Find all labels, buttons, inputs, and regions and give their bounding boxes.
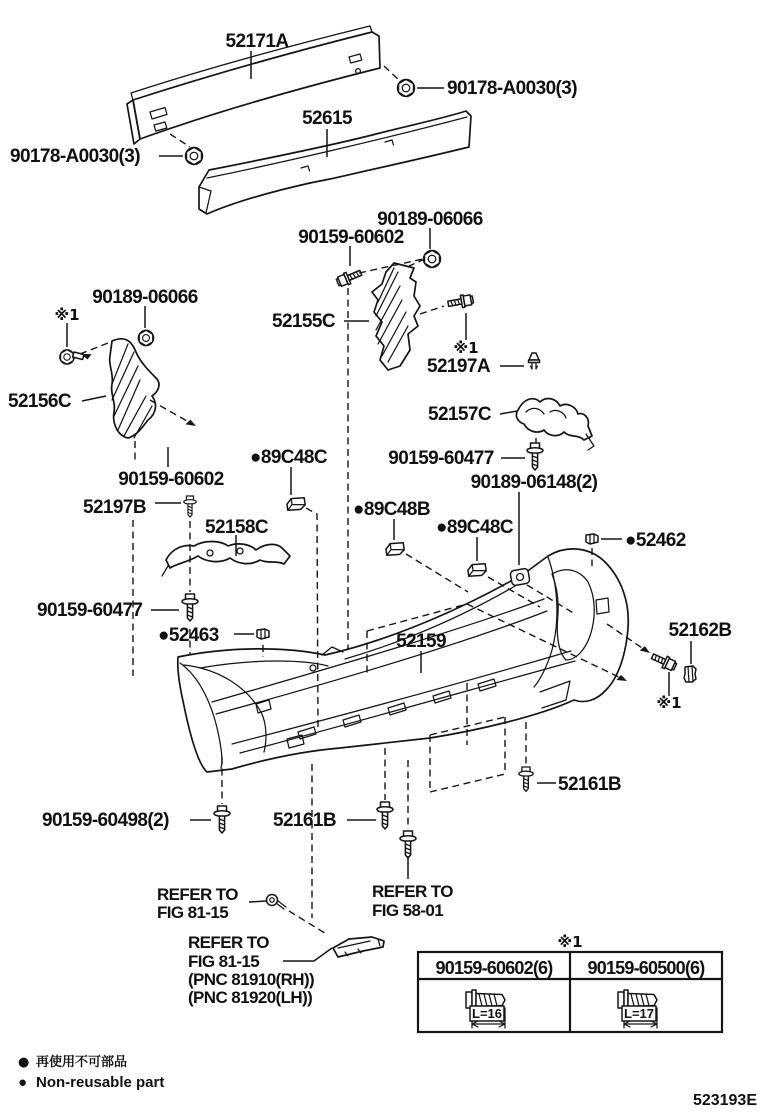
table-screw-1 [466,990,505,1028]
clip-52463 [257,629,269,639]
note-1-left: ※1 [54,306,80,324]
label-52161B-bottom: 52161B [273,810,336,831]
clip-52197A [529,353,540,369]
legend-text-en: Non-reusable part [36,1074,165,1091]
label-90189-06148: 90189-06148(2) [470,472,598,493]
label-89C48C-2: ●89C48C [436,517,513,538]
label-52161B-right: 52161B [558,774,621,795]
label-90159-60602-top: 90159-60602 [298,227,404,248]
nut-90178-left [186,148,203,165]
screw-spec-table [418,933,722,1032]
ref-fig58-line1: REFER TO [372,882,453,901]
clip-89C48C-1 [286,497,305,511]
table-dim-1: L=16 [472,1006,502,1021]
label-90189-06066-left: 90189-06066 [92,287,198,308]
label-90178-a0030-right: 90178-A0030(3) [447,78,577,99]
table-part-1: 90159-60602(6) [435,958,553,978]
clip-89C48C-2 [467,563,486,577]
clip-89C48B [385,542,404,556]
grommet-90189-06148 [510,568,530,586]
bolt-90159-60602-top [335,267,363,288]
bracket-52156C-side-support [110,339,159,438]
label-52159: 52159 [396,631,446,652]
label-52157C: 52157C [428,404,491,425]
label-90159-60477-right: 90159-60477 [388,448,494,469]
ref-pnc-line2: FIG 81-15 [188,952,260,971]
ref-fig81-line1: REFER TO [157,885,238,904]
legend-text-jp: 再使用不可部品 [36,1055,128,1070]
screw-90159-60498 [214,806,230,833]
bolt-90159-60477-left [182,594,198,621]
bracket-52155C-side-support [372,263,420,370]
part-rocker-moulding-ref [333,937,384,957]
ref-fig81-line2: FIG 81-15 [157,903,229,922]
bolt-note1-right [650,651,678,673]
label-52156C: 52156C [8,391,71,412]
label-90178-a0030-left: 90178-A0030(3) [10,146,140,167]
ref-pnc-line1: REFER TO [188,933,269,952]
bolt-note1-middle [447,293,474,310]
label-52171A: 52171A [225,31,289,52]
nut-90178-right [398,80,415,97]
legend-bullet-1: ● [18,1055,30,1070]
legend-bullet-2: ● [18,1074,28,1091]
part-labels [8,31,731,831]
label-90159-60477-left: 90159-60477 [37,600,143,621]
note-1-middle: ※1 [453,339,479,357]
table-part-2: 90159-60500(6) [587,958,705,978]
screw-52161B-right [519,767,533,791]
figure-code: 523193E [692,1092,757,1109]
screw-52161B-bottom [377,802,393,829]
table-screw-2 [618,990,657,1028]
label-89C48C-1: ●89C48C [250,447,327,468]
ref-pnc-line4: (PNC 81920(LH)) [188,988,313,1007]
label-90189-06066-top: 90189-06066 [377,209,483,230]
clip-52162B [684,666,696,682]
label-89C48B: ●89C48B [353,499,430,520]
table-dim-2: L=17 [624,1006,654,1021]
label-52155C: 52155C [272,311,335,332]
label-90159-60602-left: 90159-60602 [118,469,224,490]
label-52162B: 52162B [668,620,732,641]
nut-90189-06066-left [138,330,153,345]
bracket-52158C-lower-retainer [162,542,290,577]
part-52159-bumper-cover [178,549,629,772]
label-52462: ●52462 [625,530,686,551]
note-1-right: ※1 [656,694,682,712]
ref-fig58-line2: FIG 58-01 [372,901,444,920]
screw-fig81 [267,895,287,910]
legend [18,1054,164,1091]
label-52463: ●52463 [158,625,219,646]
label-52158C: 52158C [205,517,268,538]
table-note: ※1 [557,933,583,951]
label-52197B: 52197B [83,497,146,518]
screw-52197B [184,496,196,517]
nut-90189-06066-top [424,251,441,268]
reference-notes [157,882,453,1007]
label-52197A: 52197A [427,356,490,377]
ref-pnc-line3: (PNC 81910(RH)) [188,970,315,989]
screw-fig58 [400,831,416,858]
clip-52462 [586,534,598,544]
label-52615: 52615 [302,108,352,129]
bolt-90159-60477-right [527,443,543,470]
label-90159-60498: 90159-60498(2) [42,810,169,831]
bracket-52157C-lower-retainer [516,399,594,450]
